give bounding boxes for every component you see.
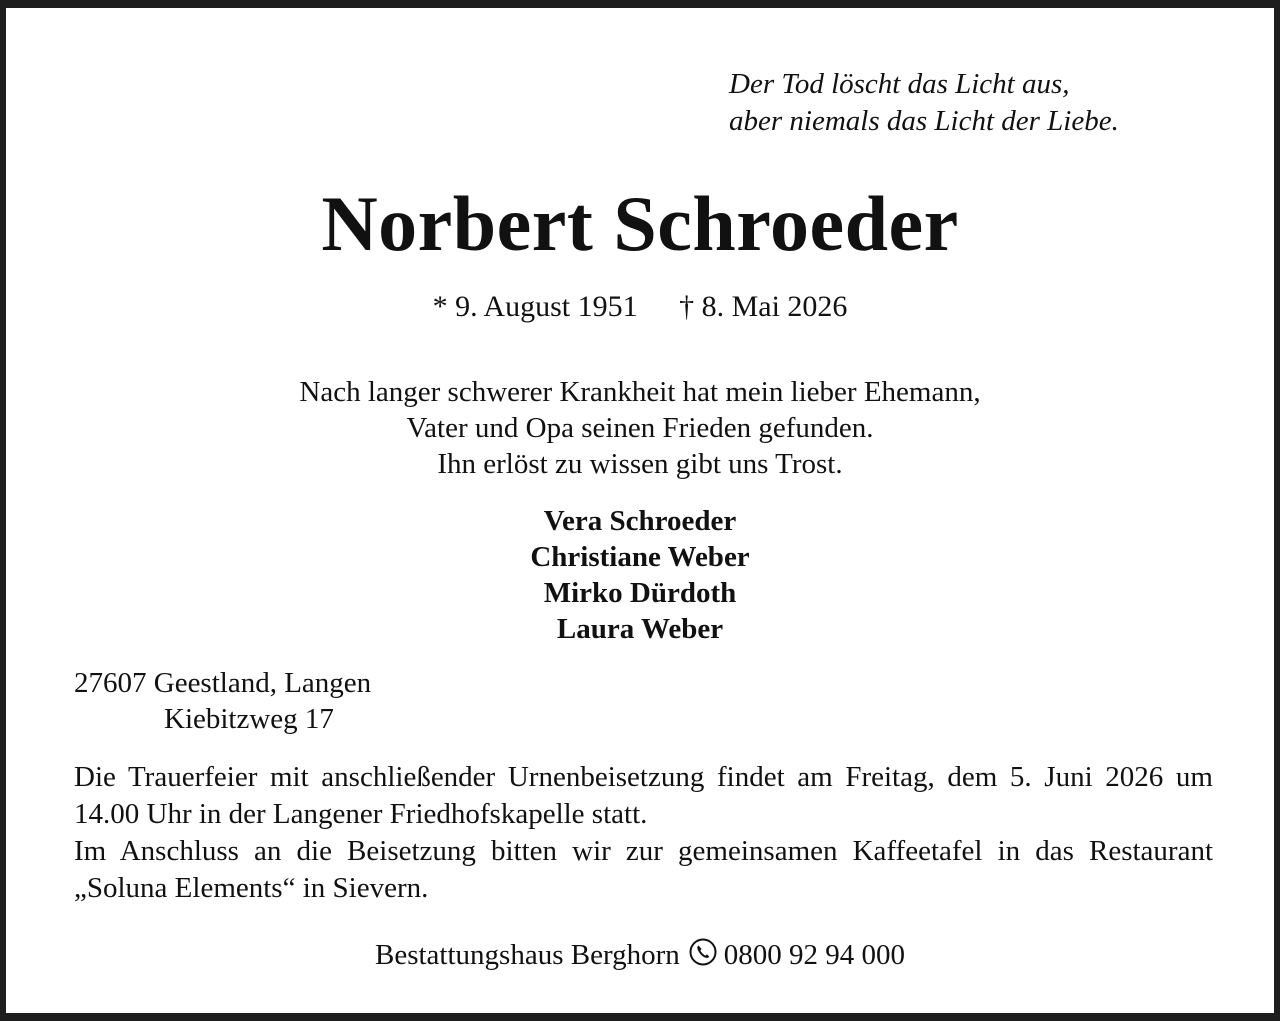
mourner-name: Vera Schroeder xyxy=(543,505,737,537)
service-paragraph-1: Die Trauerfeier mit anschließender Urnenbeisetzung findet am Freitag, dem 5. Juni 2026 um 14.00 Uhr in der Langener Friedhofskapelle statt. xyxy=(74,761,1213,830)
death-date: † 8. Mai 2026 xyxy=(679,290,848,323)
birth-date: * 9. August 1951 xyxy=(432,290,638,323)
message-line-2: Vater und Opa seinen Frieden gefunden. xyxy=(406,412,874,444)
funeral-home-footer xyxy=(6,937,1274,974)
mourner-name: Mirko Dürdoth xyxy=(543,577,737,609)
address-city: 27607 Geestland, Langen xyxy=(74,667,372,699)
message-line-3: Ihn erlöst zu wissen gibt uns Trost. xyxy=(437,448,843,480)
motto-line-2: aber niemals das Licht der Liebe. xyxy=(729,105,1119,137)
funeral-home-phone: 0800 92 94 000 xyxy=(723,939,905,971)
mourner-name: Laura Weber xyxy=(556,613,724,645)
funeral-service-info xyxy=(74,759,1213,907)
family-address xyxy=(74,665,371,737)
address-street: Kiebitzweg 17 xyxy=(164,703,334,735)
motto-line-1: Der Tod löscht das Licht aus, xyxy=(729,68,1070,100)
mourner-name: Christiane Weber xyxy=(530,541,750,573)
service-paragraph-2: Im Anschluss an die Beisetzung bitten wir zur gemeinsamen Kaffeetafel in das Restaurant „Soluna Elements“ in Sievern. xyxy=(74,835,1213,904)
message-line-1: Nach langer schwerer Krankheit hat mein lieber Ehemann, xyxy=(299,376,981,408)
life-dates xyxy=(6,288,1274,326)
mourners-list xyxy=(6,503,1274,647)
motto-quote xyxy=(729,66,1119,140)
mourning-message xyxy=(6,374,1274,482)
funeral-home-name: Bestattungshaus Berghorn xyxy=(375,939,680,971)
phone-icon xyxy=(688,937,718,967)
deceased-name: Norbert Schroeder xyxy=(321,180,959,267)
